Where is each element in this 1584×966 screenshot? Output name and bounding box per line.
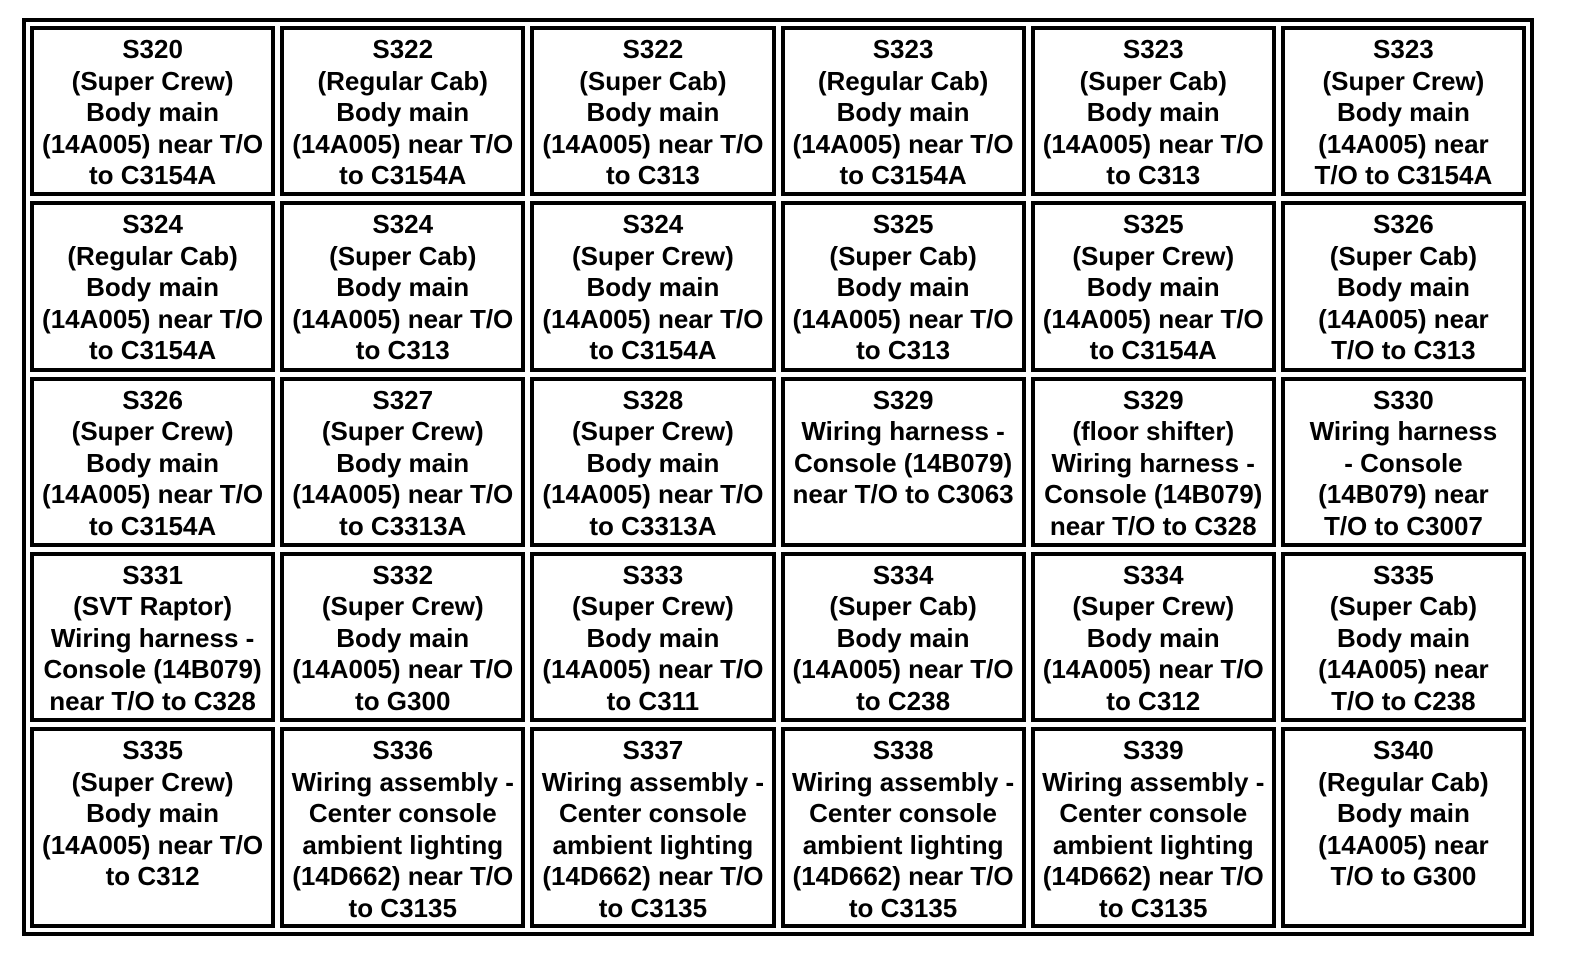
- splice-id: S324: [372, 209, 434, 240]
- splice-description-line: (Super Cab): [579, 65, 727, 96]
- splice-description-line: (14A005) near T/O: [292, 479, 514, 509]
- splice-description-line: (14A005) near T/O: [1042, 128, 1264, 159]
- splice-description-line: Body main: [586, 97, 720, 127]
- splice-description-line: Body main: [336, 447, 470, 478]
- splice-description-line: to C3135: [848, 892, 958, 923]
- splice-description-line: (14A005) near T/O: [542, 128, 764, 159]
- splice-id: S338: [872, 735, 934, 765]
- splice-description-line: (14A005) near T/O: [292, 303, 514, 334]
- splice-description-line: Body main: [336, 97, 470, 127]
- table-cell: [1281, 377, 1526, 547]
- table-cell: [1281, 201, 1526, 371]
- splice-description-line: to C3313A: [589, 510, 717, 541]
- splice-description-line: (14A005) near T/O: [42, 128, 264, 159]
- splice-description-line: (Super Crew): [572, 240, 734, 271]
- splice-description-line: to C312: [1106, 685, 1201, 716]
- table-cell: [1281, 26, 1526, 196]
- splice-description-line: (Super Crew): [1322, 65, 1485, 96]
- splice-description-line: Body main: [1086, 622, 1220, 653]
- splice-description-line: (14D662) near T/O: [292, 861, 514, 891]
- splice-description-line: (Super Crew): [572, 591, 734, 622]
- table-cell: [781, 377, 1026, 547]
- splice-description-line: Body main: [1336, 798, 1470, 828]
- splice-description-line: to C3154A: [89, 335, 217, 366]
- splice-id: S337: [622, 735, 684, 765]
- splice-description-line: Body main: [1336, 622, 1470, 653]
- splice-description-line: to C3135: [598, 892, 708, 923]
- splice-id: S323: [1122, 34, 1184, 64]
- splice-description-line: Wiring assembly -: [1042, 766, 1265, 797]
- splice-description-line: (Super Crew): [71, 65, 234, 96]
- splice-id: S325: [872, 209, 934, 240]
- splice-id: S322: [372, 34, 434, 64]
- table-cell: [280, 727, 525, 928]
- table-cell: [530, 552, 775, 722]
- splice-id: S327: [372, 384, 434, 415]
- splice-description-line: (Super Cab): [829, 240, 977, 271]
- splice-description-line: (14A005) near T/O: [792, 654, 1014, 685]
- splice-description-line: to C238: [856, 685, 951, 716]
- splice-description-line: Body main: [86, 97, 220, 127]
- splice-id: S335: [1373, 559, 1434, 590]
- splice-description-line: T/O to G300: [1330, 861, 1477, 891]
- splice-description-line: T/O to C238: [1331, 685, 1476, 716]
- splice-description-line: to G300: [355, 685, 451, 716]
- splice-description-line: to C313: [605, 160, 700, 190]
- splice-description-line: Center console: [809, 798, 997, 828]
- splice-id: S329: [872, 384, 934, 415]
- splice-description-line: (Super Cab): [1329, 240, 1478, 271]
- splice-id: S334: [872, 559, 934, 590]
- splice-id: S336: [372, 735, 434, 765]
- table-cell: [280, 201, 525, 371]
- splice-id: S325: [1122, 209, 1184, 240]
- table-cell: [530, 26, 775, 196]
- splice-description-line: Wiring harness -: [801, 416, 1005, 446]
- splice-description-line: (14A005) near T/O: [1042, 654, 1264, 685]
- splice-description-line: ambient lighting: [1052, 829, 1254, 860]
- splice-description-line: (Super Crew): [1072, 240, 1235, 271]
- splice-id: S340: [1373, 735, 1434, 765]
- splice-description-line: to C3154A: [1089, 335, 1217, 366]
- splice-id: S326: [122, 384, 183, 415]
- splice-description-line: (Super Crew): [1072, 591, 1235, 622]
- splice-description-line: Wiring harness: [1309, 416, 1498, 446]
- splice-id: S330: [1373, 384, 1434, 415]
- splice-description-line: Body main: [86, 272, 220, 303]
- splice-description-line: to C3154A: [839, 160, 967, 190]
- splice-description-line: Body main: [836, 272, 970, 303]
- splice-description-line: (Regular Cab): [317, 65, 488, 96]
- splice-id: S334: [1122, 559, 1184, 590]
- table-cell: [1031, 727, 1276, 928]
- table-cell: [30, 727, 275, 928]
- splice-description-line: Body main: [86, 447, 220, 478]
- table-cell: [280, 552, 525, 722]
- splice-description-line: (Regular Cab): [817, 65, 989, 96]
- splice-description-line: to C3135: [348, 892, 457, 923]
- splice-description-line: Body main: [336, 622, 470, 653]
- splice-description-line: to C3154A: [589, 335, 717, 366]
- splice-description-line: (Super Cab): [1329, 591, 1478, 622]
- splice-description-line: (14A005) near T/O: [42, 479, 264, 509]
- splice-description-line: (14D662) near T/O: [792, 861, 1014, 891]
- table-cell: [781, 552, 1026, 722]
- splice-description-line: near T/O to C328: [1049, 510, 1257, 541]
- splice-description-line: (Super Crew): [71, 416, 234, 446]
- splice-description-line: Console (14B079): [43, 654, 262, 685]
- table-cell: [530, 727, 775, 928]
- splice-id: S339: [1122, 735, 1184, 765]
- splice-description-line: (14D662) near T/O: [1042, 861, 1264, 891]
- splice-description-line: (14A005) near: [1318, 654, 1489, 685]
- splice-description-line: ambient lighting: [302, 829, 504, 860]
- splice-description-line: to C3135: [1099, 892, 1208, 923]
- splice-description-line: to C3154A: [89, 160, 217, 190]
- splice-description-line: to C313: [1106, 160, 1201, 190]
- splice-description-line: (Super Cab): [329, 240, 477, 271]
- splice-id: S323: [1373, 34, 1434, 64]
- splice-description-line: (Super Crew): [321, 591, 484, 622]
- splice-id: S335: [122, 735, 183, 765]
- splice-description-line: to C312: [105, 861, 200, 891]
- splice-description-line: Body main: [1336, 97, 1470, 127]
- splice-description-line: (14A005) near: [1318, 829, 1489, 860]
- table-cell: [1281, 727, 1526, 928]
- splice-description-line: T/O to C3007: [1323, 510, 1483, 541]
- splice-description-line: Wiring harness -: [1051, 447, 1255, 478]
- splice-description-line: Body main: [336, 272, 470, 303]
- splice-description-line: Wiring assembly -: [541, 766, 765, 797]
- splice-description-line: (Regular Cab): [67, 240, 238, 271]
- splice-description-line: Body main: [586, 272, 720, 303]
- table-cell: [30, 201, 275, 371]
- splice-description-line: (14A005) near T/O: [792, 128, 1014, 159]
- table-cell: [1031, 26, 1276, 196]
- table-cell: [1031, 552, 1276, 722]
- table-cell: [530, 377, 775, 547]
- splice-description-line: near T/O to C328: [49, 685, 256, 716]
- splice-description-line: (14A005) near T/O: [292, 128, 514, 159]
- splice-id: S320: [122, 34, 183, 64]
- splice-id: S331: [122, 559, 183, 590]
- table-cell: [1031, 377, 1276, 547]
- splice-id: S332: [372, 559, 434, 590]
- splice-description-line: to C311: [606, 685, 700, 716]
- splice-description-line: (14A005) near: [1318, 303, 1489, 334]
- table-cell: [781, 26, 1026, 196]
- splice-id: S322: [622, 34, 684, 64]
- splice-description-line: Wiring assembly -: [291, 766, 514, 797]
- splice-description-line: Body main: [1086, 97, 1220, 127]
- splice-description-line: (14A005) near T/O: [792, 303, 1014, 334]
- splice-description-line: to C313: [355, 335, 450, 366]
- splice-description-line: Body main: [86, 798, 220, 828]
- splice-id: S326: [1373, 209, 1434, 240]
- splice-description-line: (14A005) near T/O: [42, 829, 264, 860]
- splice-description-line: (Super Crew): [321, 416, 484, 446]
- splice-description-line: Body main: [836, 97, 970, 127]
- splice-description-line: Center console: [559, 798, 747, 828]
- splice-description-line: (Super Cab): [1079, 65, 1227, 96]
- splice-description-line: Center console: [1059, 798, 1248, 828]
- splice-description-line: Center console: [308, 798, 497, 828]
- splice-description-line: Body main: [1086, 272, 1220, 303]
- splice-description-line: (SVT Raptor): [73, 591, 233, 622]
- splice-description-line: T/O to C313: [1331, 335, 1476, 366]
- splice-description-line: (Super Crew): [71, 766, 234, 797]
- splice-description-line: Body main: [1336, 272, 1470, 303]
- table-cell: [781, 201, 1026, 371]
- table-cell: [280, 26, 525, 196]
- splice-description-line: to C313: [856, 335, 951, 366]
- splice-description-line: (14B079) near: [1318, 479, 1489, 509]
- splice-description-line: ambient lighting: [552, 829, 754, 860]
- splice-description-line: (14A005) near: [1318, 128, 1489, 159]
- splice-id: S328: [622, 384, 684, 415]
- splice-description-line: Body main: [586, 622, 720, 653]
- splice-description-line: Wiring harness -: [50, 622, 255, 653]
- table-cell: [30, 377, 275, 547]
- splice-description-line: Body main: [836, 622, 970, 653]
- splice-description-line: (14A005) near T/O: [1042, 303, 1264, 334]
- table-cell: [781, 727, 1026, 928]
- splice-location-table: [22, 18, 1534, 936]
- splice-id: S329: [1122, 384, 1184, 415]
- splice-id: S323: [872, 34, 934, 64]
- splice-description-line: (14A005) near T/O: [542, 303, 764, 334]
- splice-description-line: T/O to C3154A: [1314, 160, 1493, 190]
- splice-description-line: Console (14B079): [1044, 479, 1263, 509]
- table-cell: [280, 377, 525, 547]
- splice-description-line: (14A005) near T/O: [542, 479, 764, 509]
- splice-description-line: Body main: [586, 447, 720, 478]
- splice-description-line: (14A005) near T/O: [42, 303, 264, 334]
- splice-description-line: (14D662) near T/O: [542, 861, 764, 891]
- splice-description-line: (14A005) near T/O: [542, 654, 764, 685]
- splice-description-line: (14A005) near T/O: [292, 654, 514, 685]
- splice-description-line: ambient lighting: [802, 829, 1004, 860]
- splice-description-line: (Super Crew): [572, 416, 734, 446]
- splice-description-line: - Console: [1344, 447, 1463, 478]
- splice-description-line: to C3154A: [89, 510, 217, 541]
- splice-description-line: to C3313A: [339, 510, 467, 541]
- splice-description-line: (Regular Cab): [1318, 766, 1489, 797]
- table-cell: [1281, 552, 1526, 722]
- splice-description-line: (floor shifter): [1072, 416, 1235, 446]
- table-cell: [1031, 201, 1276, 371]
- splice-id: S324: [122, 209, 183, 240]
- table-cell: [30, 26, 275, 196]
- splice-description-line: near T/O to C3063: [792, 479, 1014, 509]
- splice-id: S324: [622, 209, 684, 240]
- splice-description-line: (Super Cab): [829, 591, 977, 622]
- splice-id: S333: [622, 559, 684, 590]
- splice-description-line: Console (14B079): [793, 447, 1013, 478]
- splice-description-line: to C3154A: [339, 160, 467, 190]
- table-cell: [530, 201, 775, 371]
- table-cell: [30, 552, 275, 722]
- splice-description-line: Wiring assembly -: [791, 766, 1015, 797]
